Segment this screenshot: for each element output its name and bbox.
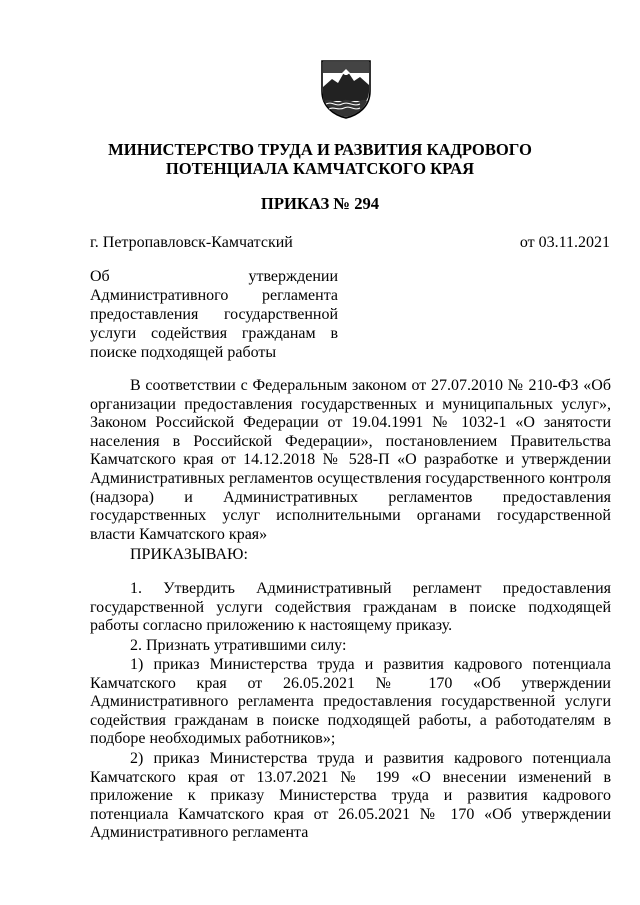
order-word: ПРИКАЗЫВАЮ: bbox=[130, 546, 248, 563]
order-city: г. Петропавловск-Камчатский bbox=[90, 234, 293, 251]
ministry-name-line2: ПОТЕНЦИАЛА КАМЧАТСКОГО КРАЯ bbox=[165, 159, 475, 178]
order-item-2-2: 2) приказ Министерства труда и развития кадрового потенциала Камчатского края от 13.07.2021 № 199 «О внесении изменений в приложение к приказу Министерства труда и развития кадрового потенциала Камчатского края от 26.05.2021 № 170 «Об утверждении Административного регламента bbox=[90, 750, 611, 842]
order-item-2-1: 1) приказ Министерства труда и развития кадрового потенциала Камчатского края от 26.05.2021 № 170 «Об утверждении Административного регламента предоставления государственной услуги содействия гражданам в поиске подходящей работы, а работодателям в подборе необходимых работников»; bbox=[90, 656, 611, 748]
order-item-1: 1. Утвердить Административный регламент предоставления государственной услуги содействия гражданам в поиске подходящей работы согласно приложению к настоящему приказу. bbox=[90, 580, 611, 635]
order-subject: Об утверждении Административного регламента предоставления государственной услуги содействия гражданам в поиске подходящей работы bbox=[90, 268, 338, 361]
order-date: от 03.11.2021 bbox=[519, 234, 610, 251]
order-item-2: 2. Признать утратившими силу: bbox=[130, 637, 347, 654]
preamble-paragraph: В соответствии с Федеральным законом от 27.07.2010 № 210-ФЗ «Об организации предоставления государственных и муниципальных услуг», Законом Российской Федерации от 19.04.1991 № 1032-1 «О занятости населения в Российской Федерации», постановлением Правительства Камчатского края от 14.12.2018 № 528-П «О разработке и утверждении Административных регламентов осуществления государственного контроля (надзора) и Административных регламентов предоставления государственных услуг исполнительными органами государственной власти Камчатского края» bbox=[90, 377, 611, 543]
ministry-name bbox=[0, 140, 640, 178]
ministry-name-line1: МИНИСТЕРСТВО ТРУДА И РАЗВИТИЯ КАДРОВОГО bbox=[108, 140, 532, 159]
order-title: ПРИКАЗ № 294 bbox=[260, 194, 380, 213]
kamchatka-coat-of-arms-icon bbox=[320, 57, 372, 119]
